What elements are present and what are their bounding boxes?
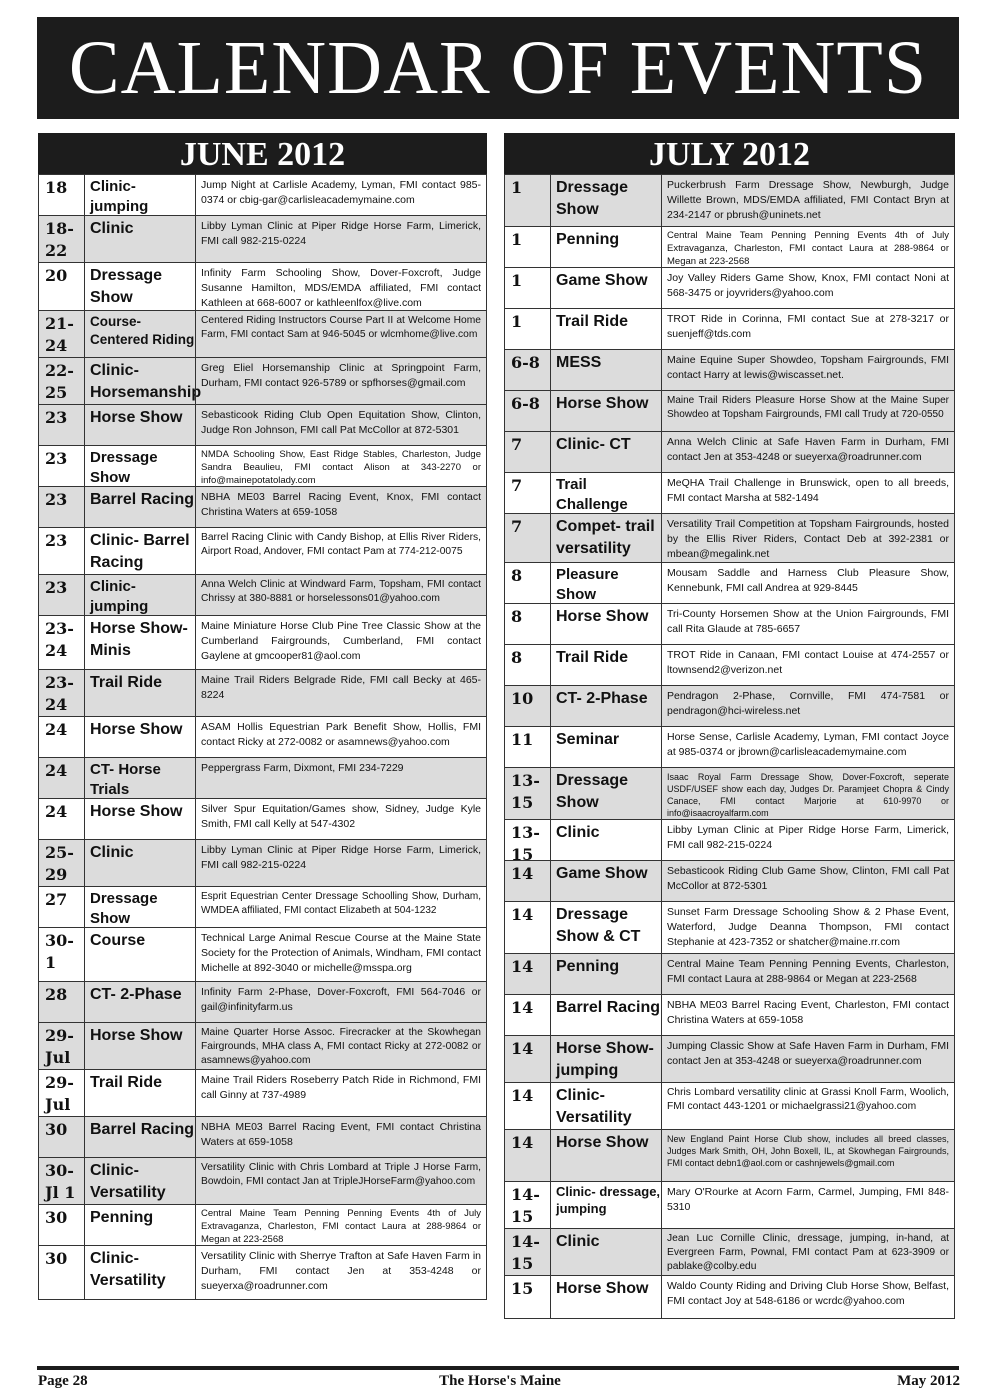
event-type: Dressage Show & CT (550, 902, 661, 953)
event-row (505, 1275, 954, 1318)
event-row (39, 1245, 486, 1299)
event-date: 30- Jl 1 (45, 1161, 76, 1202)
event-description: TROT Ride in Canaan, FMI contact Louise at 474-2557 or ltownsend2@verizon.net (661, 645, 954, 685)
event-type: Course (84, 928, 195, 981)
event-date: 29- Jul (45, 1026, 74, 1067)
event-description: Maine Quarter Horse Assoc. Firecracker at the Skowhegan Fairgrounds, MHA class A, FMI contact Ricky at 272-0082 or asamnews@yahoo.com (195, 1023, 486, 1069)
event-description: New England Paint Horse Club show, includes all breed classes, Judges Mark Smith, OH, John Boxell, IL, at Skowhegan Fairgrounds, FMI contact debn1@aol.com or cashnjewels@gmail.com (661, 1130, 954, 1181)
event-type: Clinic (550, 820, 661, 860)
event-type: Game Show (550, 268, 661, 308)
event-description: Pendragon 2-Phase, Cornville, FMI 474-7581 or pendragon@hci-wireless.net (661, 686, 954, 726)
event-date: 30 (45, 1120, 68, 1139)
event-type: Horse Show (550, 1276, 661, 1318)
event-date: 6-8 (511, 394, 540, 413)
event-type: Clinic- CT (550, 432, 661, 472)
event-type: Trail Challenge (550, 473, 661, 513)
event-row (505, 513, 954, 562)
event-description: Maine Trail Riders Belgrade Ride, FMI call Becky at 465-8224 (195, 670, 486, 716)
event-date: 18- 22 (45, 219, 74, 260)
event-date: 7 (511, 517, 523, 536)
event-row (39, 839, 486, 886)
event-type: Course- Centered Riding (84, 311, 195, 357)
event-type: Dressage Show (550, 768, 661, 819)
event-row (39, 574, 486, 615)
event-row (505, 562, 954, 603)
event-table (504, 174, 955, 1319)
event-date: 13- 15 (511, 823, 540, 860)
event-type: Horse Show (550, 604, 661, 644)
event-type: Horse Show (550, 391, 661, 431)
event-date: 10 (511, 689, 534, 708)
event-row (505, 472, 954, 513)
event-description: Maine Trail Riders Pleasure Horse Show at the Maine Super Showdeo at Topsham Fairgrounds, FMI call Trudy at 720-0550 (661, 391, 954, 431)
event-row (505, 1082, 954, 1129)
event-row (39, 215, 486, 262)
event-type: Clinic- jumping (84, 175, 195, 215)
event-type: Dressage Show (550, 175, 661, 226)
event-date: 13- 15 (511, 771, 540, 812)
publication-name: The Horse's Maine (439, 1373, 561, 1389)
event-type: Clinic- Horsemanship (84, 358, 195, 404)
event-description: Central Maine Team Penning Penning Events 4th of July Extravaganza, Charleston, FMI contact Laura at 288-9864 or Megan at 223-2568 (195, 1205, 486, 1245)
event-date: 24 (45, 720, 68, 739)
event-description: Puckerbrush Farm Dressage Show, Newburgh, Judge Willette Brown, MDS/EMDA affiliated, FMI Contact Bryn at 234-2147 or pbrush@uninets.net (661, 175, 954, 226)
event-row (505, 1228, 954, 1275)
event-description: Centered Riding Instructors Course Part II at Welcome Home Farm, FMI contact Sam at 946-5045 or wlcmhome@live.com (195, 311, 486, 357)
event-row (39, 798, 486, 839)
event-date: 18 (45, 178, 68, 197)
event-type: CT- Horse Trials (84, 758, 195, 798)
event-type: Clinic- dressage, jumping (550, 1182, 661, 1228)
event-description: Sebasticook Riding Club Game Show, Clinton, FMI call Pat McCollor at 872-5301 (661, 861, 954, 901)
event-row (39, 486, 486, 527)
event-row (39, 1116, 486, 1157)
issue-date: May 2012 (897, 1373, 960, 1389)
event-description: Maine Miniature Horse Club Pine Tree Classic Show at the Cumberland Fairgrounds, Cumberland, FMI contact Gaylene at gmcooper81@aol.com (195, 616, 486, 669)
event-description: MeQHA Trail Challenge in Brunswick, open to all breeds, FMI contact Marsha at 582-1494 (661, 473, 954, 513)
event-row (505, 819, 954, 860)
event-type: CT- 2-Phase (84, 982, 195, 1022)
month-heading: JULY 2012 (504, 133, 955, 174)
event-description: Silver Spur Equitation/Games show, Sidney, Judge Kyle Smith, FMI call Kelly at 547-4302 (195, 799, 486, 839)
event-date: 6-8 (511, 353, 540, 372)
event-type: Compet- trail versatility (550, 514, 661, 562)
event-description: ASAM Hollis Equestrian Park Benefit Show, Hollis, FMI contact Ricky at 272-0082 or asamnews@yahoo.com (195, 717, 486, 757)
event-row (39, 527, 486, 574)
event-type: Pleasure Show (550, 563, 661, 603)
event-description: Waldo County Riding and Driving Club Horse Show, Belfast, FMI contact Joy at 548-6186 or wcrdc@yahoo.com (661, 1276, 954, 1318)
july-calendar (504, 133, 955, 1319)
event-description: NBHA ME03 Barrel Racing Event, Knox, FMI contact Christina Waters at 659-1058 (195, 487, 486, 527)
event-type: Clinic- Versatility (84, 1246, 195, 1299)
event-row (39, 174, 486, 215)
event-type: Clinic (84, 216, 195, 262)
event-type: Dressage Show (84, 263, 195, 310)
event-type: Game Show (550, 861, 661, 901)
month-heading: JUNE 2012 (38, 133, 487, 174)
event-description: Sebasticook Riding Club Open Equitation Show, Clinton, Judge Ron Johnson, FMI call Pat McCollor at 872-5301 (195, 405, 486, 445)
event-type: Horse Show (84, 717, 195, 757)
event-date: 30 (45, 1208, 68, 1227)
event-row (39, 262, 486, 310)
event-date: 23 (45, 531, 68, 550)
event-description: Versatility Trail Competition at Topsham Fairgrounds, hosted by the Ellis River Riders, Contact Deb at 392-2381 or mbean@megalink.net (661, 514, 954, 562)
event-description: NBHA ME03 Barrel Racing Event, Charleston, FMI contact Christina Waters at 659-1058 (661, 995, 954, 1035)
event-date: 14 (511, 1086, 534, 1105)
event-date: 8 (511, 607, 523, 626)
event-row (505, 267, 954, 308)
event-description: Anna Welch Clinic at Windward Farm, Topsham, FMI contact Chrissy at 380-8881 or horselessons01@yahoo.com (195, 575, 486, 615)
event-date: 14 (511, 957, 534, 976)
event-description: Mousam Saddle and Harness Club Pleasure Show, Kennebunk, FMI call Andrea at 929-8445 (661, 563, 954, 603)
event-date: 28 (45, 985, 68, 1004)
event-description: Central Maine Team Penning Penning Events 4th of July Extravaganza, Charleston, FMI contact Laura at 288-9864 or Megan at 223-2568 (661, 227, 954, 267)
event-date: 1 (511, 271, 523, 290)
event-description: Infinity Farm Schooling Show, Dover-Foxcroft, Judge Susanne Hamilton, MDS/EMDA affiliated, FMI contact Kathleen at 668-6007 or kathleenlfox@live.com (195, 263, 486, 310)
event-date: 8 (511, 566, 523, 585)
event-type: Horse Show (84, 1023, 195, 1069)
event-type: Horse Show (84, 799, 195, 839)
event-date: 25- 29 (45, 843, 74, 884)
event-type: Clinic- jumping (84, 575, 195, 615)
event-description: Chris Lombard versatility clinic at Grassi Knoll Farm, Woolich, FMI contact 443-1201 or michaelgrassi21@yahoo.com (661, 1083, 954, 1129)
event-description: Joy Valley Riders Game Show, Knox, FMI contact Noni at 568-3475 or joyvriders@yahoo.com (661, 268, 954, 308)
event-type: Dressage Show (84, 446, 195, 486)
event-row (505, 349, 954, 390)
event-row (39, 757, 486, 798)
event-date: 1 (511, 230, 523, 249)
event-row (505, 1035, 954, 1082)
event-description: Maine Trail Riders Roseberry Patch Ride in Richmond, FMI call Ginny at 737-4989 (195, 1070, 486, 1116)
event-row (505, 953, 954, 994)
event-row (505, 390, 954, 431)
event-row (505, 644, 954, 685)
event-type: Clinic- Versatility (84, 1158, 195, 1204)
event-row (505, 1181, 954, 1228)
event-row (39, 357, 486, 404)
event-row (505, 901, 954, 953)
event-date: 7 (511, 435, 523, 454)
event-description: TROT Ride in Corinna, FMI contact Sue at 278-3217 or suenjeff@tds.com (661, 309, 954, 349)
event-date: 7 (511, 476, 523, 495)
event-row (505, 994, 954, 1035)
event-date: 23- 24 (45, 673, 74, 714)
event-type: Dressage Show (84, 887, 195, 927)
event-date: 30 (45, 1249, 68, 1268)
event-type: Barrel Racing (84, 487, 195, 527)
event-description: Peppergrass Farm, Dixmont, FMI 234-7229 (195, 758, 486, 798)
event-description: Isaac Royal Farm Dressage Show, Dover-Foxcroft, seperate USDF/USEF show each day, Judges Dr. Paramjeet Chopra & Cindy Canace, FMI contact Marjorie at 610-9970 or info@isaacroyalfarm.com (661, 768, 954, 819)
event-row (39, 445, 486, 486)
event-date: 20 (45, 266, 68, 285)
event-row (505, 860, 954, 901)
event-table (38, 174, 487, 1300)
event-date: 15 (511, 1279, 534, 1298)
event-row (39, 927, 486, 981)
event-date: 23 (45, 408, 68, 427)
event-row (39, 886, 486, 927)
event-description: Barrel Racing Clinic with Candy Bishop, at Ellis River Riders, Airport Road, Andover, FMI contact Pam at 774-212-0075 (195, 528, 486, 574)
event-description: Anna Welch Clinic at Safe Haven Farm in Durham, FMI contact Jen at 353-4248 or sueyerxa@roadrunner.com (661, 432, 954, 472)
event-row (505, 726, 954, 767)
event-date: 1 (511, 178, 523, 197)
event-type: Penning (550, 954, 661, 994)
event-row (39, 716, 486, 757)
event-row (505, 226, 954, 267)
page-number: Page 28 (38, 1373, 88, 1389)
event-row (505, 431, 954, 472)
event-type: Clinic (550, 1229, 661, 1275)
event-row (505, 767, 954, 819)
event-description: Jean Luc Cornille Clinic, dressage, jumping, in-hand, at Evergreen Farm, Pownal, FMI contact Pam at 623-3909 or pablake@colby.edu (661, 1229, 954, 1275)
event-type: Clinic- Versatility (550, 1083, 661, 1129)
event-date: 14 (511, 905, 534, 924)
event-type: Penning (550, 227, 661, 267)
event-date: 14 (511, 864, 534, 883)
event-row (39, 1069, 486, 1116)
event-row (39, 669, 486, 716)
event-date: 11 (511, 730, 534, 749)
event-type: Clinic- Barrel Racing (84, 528, 195, 574)
event-row (505, 685, 954, 726)
event-description: Infinity Farm 2-Phase, Dover-Foxcroft, FMI 564-7046 or gail@infinityfarm.us (195, 982, 486, 1022)
event-row (39, 1157, 486, 1204)
event-description: Jumping Classic Show at Safe Haven Farm in Durham, FMI contact Jen at 353-4248 or sueyerxa@roadrunner.com (661, 1036, 954, 1082)
event-description: Libby Lyman Clinic at Piper Ridge Horse Farm, Limerick, FMI call 982-215-0224 (661, 820, 954, 860)
event-row (505, 603, 954, 644)
event-date: 21- 24 (45, 314, 74, 355)
june-calendar (38, 133, 487, 1300)
event-description: Libby Lyman Clinic at Piper Ridge Horse Farm, Limerick, FMI call 982-215-0224 (195, 840, 486, 886)
event-type: Trail Ride (84, 1070, 195, 1116)
event-row (39, 615, 486, 669)
event-type: Horse Show- jumping (550, 1036, 661, 1082)
event-row (39, 310, 486, 357)
event-date: 14 (511, 998, 534, 1017)
event-date: 23 (45, 578, 68, 597)
event-row (505, 308, 954, 349)
event-date: 27 (45, 890, 68, 909)
event-date: 1 (511, 312, 523, 331)
event-date: 14- 15 (511, 1232, 540, 1273)
event-date: 23 (45, 449, 68, 468)
event-type: Penning (84, 1205, 195, 1245)
event-date: 22- 25 (45, 361, 74, 402)
event-description: Maine Equine Super Showdeo, Topsham Fairgrounds, FMI contact Harry at lewis@wiscasset.net. (661, 350, 954, 390)
event-type: Barrel Racing (84, 1117, 195, 1157)
event-date: 29- Jul (45, 1073, 74, 1114)
event-date: 8 (511, 648, 523, 667)
event-type: Clinic (84, 840, 195, 886)
event-description: NMDA Schooling Show, East Ridge Stables, Charleston, Judge Sandra Beaulieu, FMI contact Alison at 343-2270 or info@mainepotatolady.com (195, 446, 486, 486)
event-description: NBHA ME03 Barrel Racing Event, FMI contact Christina Waters at 659-1058 (195, 1117, 486, 1157)
event-row (505, 174, 954, 226)
event-description: Horse Sense, Carlisle Academy, Lyman, FMI contact Joyce at 985-0374 or jbrown@carlisleacademymaine.com (661, 727, 954, 767)
footer-rule (37, 1366, 959, 1370)
event-description: Mary O'Rourke at Acorn Farm, Carmel, Jumping, FMI 848-5310 (661, 1182, 954, 1228)
event-date: 23- 24 (45, 619, 74, 660)
event-date: 24 (45, 761, 68, 780)
event-description: Libby Lyman Clinic at Piper Ridge Horse Farm, Limerick, FMI call 982-215-0224 (195, 216, 486, 262)
event-type: Trail Ride (84, 670, 195, 716)
event-date: 30- 1 (45, 931, 74, 972)
event-type: Horse Show (550, 1130, 661, 1181)
page-title: CALENDAR OF EVENTS (37, 17, 959, 119)
event-description: Versatility Clinic with Sherrye Trafton at Safe Haven Farm in Durham, FMI contact Jen at 353-4248 or sueyerxa@roadrunner.com (195, 1246, 486, 1299)
event-type: CT- 2-Phase (550, 686, 661, 726)
event-row (39, 1022, 486, 1069)
event-description: Greg Eliel Horsemanship Clinic at Springpoint Farm, Durham, FMI contact 926-5789 or spfhorses@gmail.com (195, 358, 486, 404)
event-date: 24 (45, 802, 68, 821)
event-description: Versatility Clinic with Chris Lombard at Triple J Horse Farm, Bowdoin, FMI contact Jan at TripleJHorseFarm@yahoo.com (195, 1158, 486, 1204)
event-type: Horse Show- Minis (84, 616, 195, 669)
event-date: 14 (511, 1039, 534, 1058)
event-type: Seminar (550, 727, 661, 767)
event-date: 14 (511, 1133, 534, 1152)
event-type: Horse Show (84, 405, 195, 445)
event-row (39, 1204, 486, 1245)
event-type: Barrel Racing (550, 995, 661, 1035)
event-type: MESS (550, 350, 661, 390)
event-date: 23 (45, 490, 68, 509)
event-description: Jump Night at Carlisle Academy, Lyman, FMI contact 985-0374 or cbig-gar@carlisleacademymaine.com (195, 175, 486, 215)
event-row (39, 981, 486, 1022)
event-row (39, 404, 486, 445)
event-type: Trail Ride (550, 645, 661, 685)
event-description: Central Maine Team Penning Penning Events, Charleston, FMI contact Laura at 288-9864 or Megan at 223-2568 (661, 954, 954, 994)
event-date: 14- 15 (511, 1185, 540, 1226)
event-description: Esprit Equestrian Center Dressage Schoolling Show, Durham, WMDEA affiliated, FMI contact Elizabeth at 504-1232 (195, 887, 486, 927)
event-description: Technical Large Animal Rescue Course at the Maine State Society for the Protection of Animals, Windham, FMI contact Michelle at 892-3040 or michelle@msspa.org (195, 928, 486, 981)
event-row (505, 1129, 954, 1181)
event-description: Tri-County Horsemen Show at the Union Fairgrounds, FMI call Rita Glaude at 785-6657 (661, 604, 954, 644)
event-type: Trail Ride (550, 309, 661, 349)
event-description: Sunset Farm Dressage Schooling Show & 2 Phase Event, Waterford, Judge Deanna Thompson, FMI contact Stephanie at 423-7352 or shatcher@maine.rr.com (661, 902, 954, 953)
